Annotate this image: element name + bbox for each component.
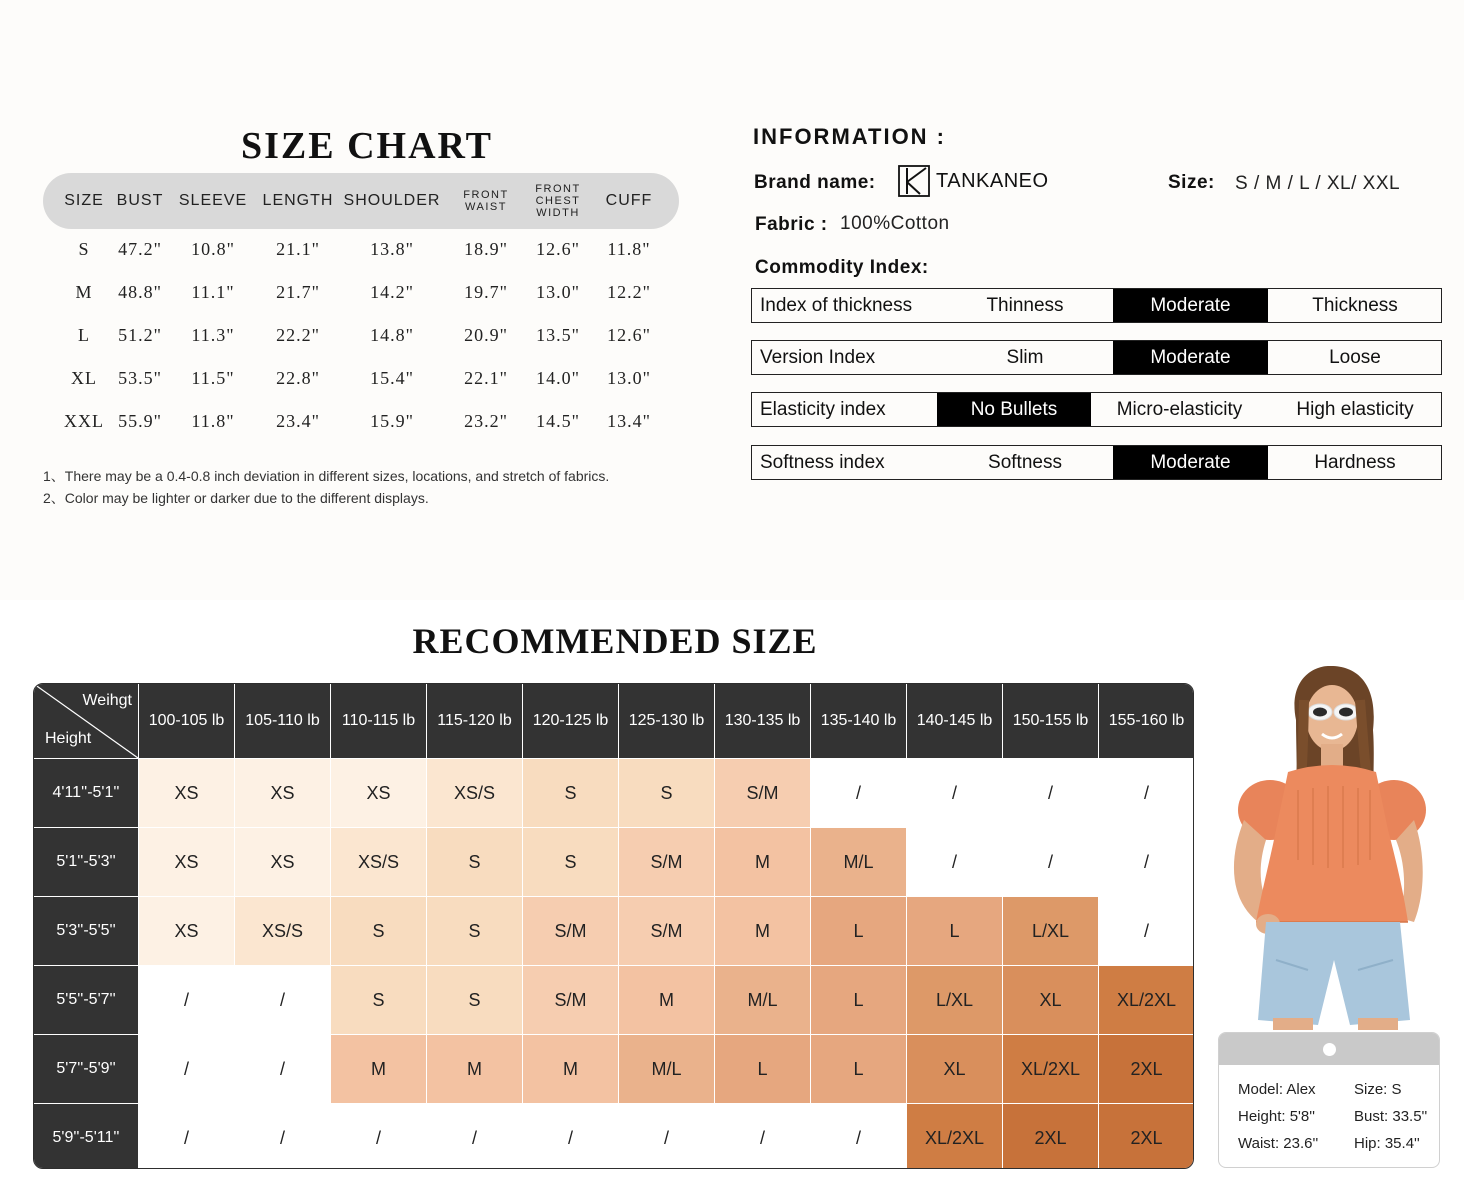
index-box (751, 340, 1442, 375)
header-cuff: CUFF (605, 192, 653, 209)
recommended-size-cell: XS/S (234, 896, 330, 965)
size-chart-cell: 22.8" (276, 368, 320, 388)
header-front-chest: FRONT CHEST WIDTH (535, 183, 581, 219)
recommended-size-cell: / (906, 827, 1002, 896)
recommended-size-cell: XS (138, 896, 234, 965)
size-chart-cell: 20.9" (464, 325, 508, 345)
brand-logo-icon (898, 165, 930, 197)
recommended-size-cell: / (234, 1103, 330, 1169)
recommended-size-cell: S (522, 758, 618, 827)
recommended-size-cell: / (138, 1034, 234, 1103)
size-chart-cell: 12.2" (607, 282, 651, 302)
size-chart-cell: 11.1" (191, 282, 235, 302)
size-chart-cell: 23.4" (276, 411, 320, 431)
size-label: Size: (1168, 172, 1215, 193)
recommended-size-cell: / (1098, 827, 1194, 896)
brand-name: TANKANEO (936, 170, 1049, 192)
size-chart-title: SIZE CHART (240, 125, 493, 167)
model-hip: Hip: 35.4'' (1354, 1135, 1420, 1152)
height-header: 5'3''-5'5'' (34, 896, 138, 965)
size-chart-cell: 14.0" (536, 368, 580, 388)
size-chart-cell: 22.1" (464, 368, 508, 388)
size-chart-size: M (75, 282, 93, 302)
height-header: 5'1''-5'3'' (34, 827, 138, 896)
height-header: 5'7''-5'9'' (34, 1034, 138, 1103)
recommended-size-cell: S/M (522, 965, 618, 1034)
header-bust: BUST (116, 192, 164, 209)
index-label: Softness index (760, 451, 885, 473)
size-chart-row (43, 229, 679, 269)
recommended-size-cell: S/M (714, 758, 810, 827)
index-option: Hardness (1314, 451, 1396, 473)
weight-header: 130-135 lb (714, 684, 810, 758)
size-chart-cell: 11.8" (607, 239, 651, 259)
index-option: No Bullets (937, 393, 1091, 426)
size-chart-cell: 15.9" (370, 411, 414, 431)
recommended-size-cell: M (522, 1034, 618, 1103)
recommended-size-table (33, 683, 1194, 1169)
index-label: Version Index (760, 346, 876, 368)
fabric-value: 100%Cotton (840, 213, 950, 234)
index-box (751, 445, 1442, 480)
index-option: High elasticity (1296, 398, 1414, 420)
size-chart-header (43, 173, 679, 229)
corner-height-label: Height (45, 730, 92, 747)
model-photo (1218, 660, 1440, 1030)
recommended-size-cell: / (522, 1103, 618, 1169)
header-front-waist: FRONT WAIST (463, 189, 509, 213)
recommended-size-cell: M/L (810, 827, 906, 896)
size-chart-cell: 53.5" (118, 368, 162, 388)
weight-header: 125-130 lb (618, 684, 714, 758)
fabric-label: Fabric : (755, 214, 828, 235)
weight-header: 115-120 lb (426, 684, 522, 758)
note-1: 1、There may be a 0.4-0.8 inch deviation in different sizes, locations, and stretch of fabrics. (43, 468, 610, 484)
size-chart-cell: 23.2" (464, 411, 508, 431)
index-option: Moderate (1113, 341, 1268, 374)
header-length: LENGTH (262, 192, 334, 209)
size-chart-cell: 13.0" (536, 282, 580, 302)
size-chart-cell: 10.8" (191, 239, 235, 259)
recommended-size-cell: M (714, 827, 810, 896)
weight-header: 150-155 lb (1002, 684, 1098, 758)
size-chart-cell: 47.2" (118, 239, 162, 259)
recommended-size-cell: / (810, 758, 906, 827)
size-chart-cell: 19.7" (464, 282, 508, 302)
model-waist: Waist: 23.6'' (1238, 1135, 1319, 1152)
recommended-size-cell: M (426, 1034, 522, 1103)
recommended-size-cell: S (426, 827, 522, 896)
recommended-size-cell: XS (330, 758, 426, 827)
recommended-size-cell: XS/S (330, 827, 426, 896)
index-label: Elasticity index (760, 398, 886, 420)
recommended-size-cell: L (714, 1034, 810, 1103)
recommended-size-cell: XL (1002, 965, 1098, 1034)
size-chart-row (43, 315, 679, 355)
recommended-size-cell: XL/2XL (906, 1103, 1002, 1169)
model-bust: Bust: 33.5'' (1354, 1108, 1428, 1125)
recommended-size-cell: L/XL (1002, 896, 1098, 965)
brand-label: Brand name: (754, 172, 876, 193)
recommended-size-cell: L (810, 1034, 906, 1103)
corner-weight-label: Weihgt (82, 692, 132, 709)
index-option: Thinness (986, 294, 1064, 316)
recommended-size-cell: S (522, 827, 618, 896)
size-chart-cell: 12.6" (607, 325, 651, 345)
recommended-size-cell: / (906, 758, 1002, 827)
size-chart-cell: 14.2" (370, 282, 414, 302)
table-corner (34, 684, 138, 758)
size-chart-cell: 11.3" (191, 325, 235, 345)
size-chart-cell: 15.4" (370, 368, 414, 388)
size-chart-cell: 13.0" (607, 368, 651, 388)
recommended-size-cell: M (330, 1034, 426, 1103)
recommended-size-cell: / (330, 1103, 426, 1169)
index-label: Index of thickness (760, 294, 913, 316)
size-chart-cell: 11.5" (191, 368, 235, 388)
model-name: Model: Alex (1238, 1081, 1316, 1098)
information-title: INFORMATION : (753, 124, 947, 149)
size-chart-cell: 13.5" (536, 325, 580, 345)
height-header: 4'11''-5'1'' (34, 758, 138, 827)
recommended-size-cell: / (714, 1103, 810, 1169)
index-option: Slim (1006, 346, 1044, 368)
recommended-size-cell: / (426, 1103, 522, 1169)
size-chart-cell: 55.9" (118, 411, 162, 431)
recommended-size-cell: M/L (714, 965, 810, 1034)
recommended-size-cell: / (1002, 758, 1098, 827)
model-height: Height: 5'8'' (1238, 1108, 1315, 1125)
index-option: Loose (1329, 346, 1381, 368)
index-option: Thickness (1312, 294, 1398, 316)
height-header: 5'9''-5'11'' (34, 1103, 138, 1169)
size-chart-cell: 21.7" (276, 282, 320, 302)
index-option: Softness (988, 451, 1062, 473)
recommended-size-cell: S/M (522, 896, 618, 965)
size-chart-size: XL (71, 368, 97, 388)
recommended-size-cell: M/L (618, 1034, 714, 1103)
weight-header: 105-110 lb (234, 684, 330, 758)
model-size: Size: S (1354, 1081, 1402, 1098)
size-chart-cell: 13.8" (370, 239, 414, 259)
size-chart-cell: 14.5" (536, 411, 580, 431)
index-option: Moderate (1113, 446, 1268, 479)
index-option: Moderate (1113, 289, 1268, 322)
card-hole-icon (1323, 1043, 1336, 1056)
height-header: 5'5''-5'7'' (34, 965, 138, 1034)
size-chart-size: L (78, 325, 90, 345)
size-chart-size: XXL (64, 411, 104, 431)
recommended-size-cell: 2XL (1098, 1103, 1194, 1169)
recommended-size-cell: M (714, 896, 810, 965)
size-chart-cell: 48.8" (118, 282, 162, 302)
recommended-size-cell: XS (138, 758, 234, 827)
recommended-size-cell: XS (234, 827, 330, 896)
recommended-size-cell: / (1002, 827, 1098, 896)
header-size: SIZE (64, 192, 104, 209)
recommended-size-cell: S/M (618, 827, 714, 896)
recommended-size-cell: XL (906, 1034, 1002, 1103)
recommended-size-cell: L (810, 965, 906, 1034)
size-chart-cell: 18.9" (464, 239, 508, 259)
recommended-size-cell: / (1098, 758, 1194, 827)
note-2: 2、Color may be lighter or darker due to the different displays. (43, 490, 429, 506)
size-chart-cell: 13.4" (607, 411, 651, 431)
recommended-size-cell: XL/2XL (1098, 965, 1194, 1034)
weight-header: 155-160 lb (1098, 684, 1194, 758)
model-info-card (1218, 1032, 1440, 1168)
recommended-size-cell: L/XL (906, 965, 1002, 1034)
recommended-size-cell: / (1098, 896, 1194, 965)
commodity-label: Commodity Index: (755, 257, 929, 278)
header-sleeve: SLEEVE (178, 192, 248, 209)
weight-header: 140-145 lb (906, 684, 1002, 758)
size-chart-cell: 21.1" (276, 239, 320, 259)
recommended-size-cell: M (618, 965, 714, 1034)
recommended-size-cell: 2XL (1098, 1034, 1194, 1103)
weight-header: 100-105 lb (138, 684, 234, 758)
recommended-size-cell: XS (234, 758, 330, 827)
recommended-size-cell: S (330, 965, 426, 1034)
recommended-size-cell: L (810, 896, 906, 965)
recommended-size-cell: XS/S (426, 758, 522, 827)
recommended-size-cell: S (426, 965, 522, 1034)
recommended-size-cell: / (618, 1103, 714, 1169)
recommended-size-cell: / (234, 1034, 330, 1103)
size-chart-cell: 12.6" (536, 239, 580, 259)
size-chart-row (43, 272, 679, 312)
recommended-size-cell: S/M (618, 896, 714, 965)
header-shoulder: SHOULDER (343, 192, 441, 209)
recommended-size-cell: / (234, 965, 330, 1034)
recommended-size-cell: S (618, 758, 714, 827)
size-chart-cell: 51.2" (118, 325, 162, 345)
size-chart-size: S (78, 239, 90, 259)
size-chart-row (43, 401, 679, 441)
recommended-size-cell: / (810, 1103, 906, 1169)
recommended-size-cell: / (138, 1103, 234, 1169)
size-chart-cell: 22.2" (276, 325, 320, 345)
index-box (751, 392, 1442, 427)
recommended-size-cell: S (330, 896, 426, 965)
index-box (751, 288, 1442, 323)
size-chart-cell: 14.8" (370, 325, 414, 345)
recommended-size-cell: / (138, 965, 234, 1034)
size-chart-row (43, 358, 679, 398)
weight-header: 135-140 lb (810, 684, 906, 758)
recommended-size-cell: L (906, 896, 1002, 965)
recommended-title: RECOMMENDED SIZE (412, 621, 818, 661)
size-value: S / M / L / XL/ XXL (1235, 173, 1401, 194)
size-chart-cell: 11.8" (191, 411, 235, 431)
recommended-size-cell: XS (138, 827, 234, 896)
recommended-size-cell: XL/2XL (1002, 1034, 1098, 1103)
index-option: Micro-elasticity (1116, 398, 1243, 420)
weight-header: 120-125 lb (522, 684, 618, 758)
weight-header: 110-115 lb (330, 684, 426, 758)
recommended-size-cell: S (426, 896, 522, 965)
recommended-size-cell: 2XL (1002, 1103, 1098, 1169)
